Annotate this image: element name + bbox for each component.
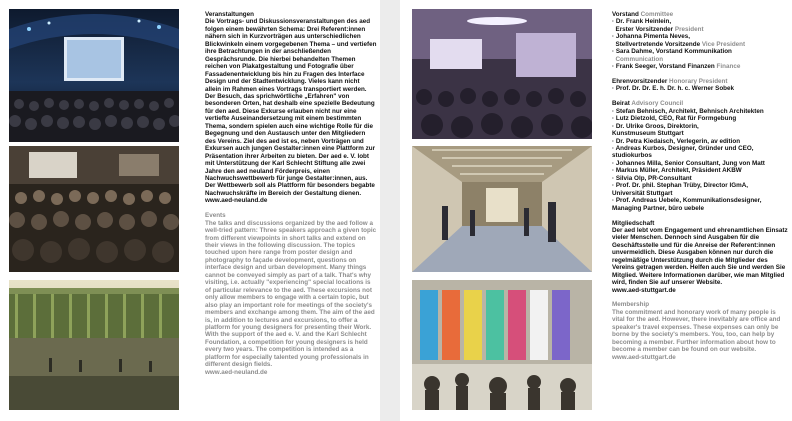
committee-role-3: Communication <box>615 55 664 63</box>
membership-body-de: Der aed lebt vom Engagement und ehrenamtlichen Einsatz vieler Menschen. Dennoch sind Ausgaben für die Geschäftsstelle und für die Anreise der Referent:innen unvermeidlich. Diese Ausgaben können nur durch die regelmäßige Unterstützung durch die Mitglieder des Vereins getragen werden. Helfen auch Sie und werden Sie Mitglied. Weitere Informationen darüber, wie man Mitglied wird, finden Sie auf unserer Website. <box>612 226 788 287</box>
advisory-member: · Dr. Petra Kiedaisch, Verlegerin, av edition <box>612 137 741 145</box>
photo-garden-courtyard <box>9 280 179 410</box>
committee-role-2: Stellvertretende Vorsitzende Vice President <box>615 40 746 48</box>
page-fold <box>380 0 400 421</box>
advisory-member: · Prof. Andreas Uebele, Kommunikationsdesigner, Managing Partner, büro uebele <box>612 197 762 212</box>
committee-heading: Vorstand Committee <box>612 11 674 18</box>
photo-conference-hall <box>9 9 179 142</box>
events-text-column <box>205 11 377 376</box>
advisory-member: · Silvia Olp, PR-Consultant <box>612 174 692 182</box>
membership-heading-en: Membership <box>612 301 650 309</box>
membership-url-de[interactable]: www.aed-stuttgart.de <box>612 286 676 294</box>
photo-corridor-tour <box>412 146 592 272</box>
association-text-column <box>612 11 788 361</box>
committee-role-1: Erster Vorsitzender President <box>615 25 704 33</box>
membership-url-en[interactable]: www.aed-stuttgart.de <box>612 353 676 361</box>
committee-member-2: · Johanna Pimenta Neves, <box>612 33 691 41</box>
photo-exhibition-posters <box>412 280 592 410</box>
advisory-heading: Beirat Advisory Council <box>612 100 684 108</box>
honorary-president-name: · Prof. Dr. Dr. E. h. Dr. h. c. Werner Sobek <box>612 85 735 93</box>
advisory-list <box>612 108 788 212</box>
photo-audience-talk <box>9 146 179 272</box>
events-body-de: Die Vortrags- und Diskussionsveranstaltungen des aed folgen einem bewährten Schema: Drei Referent:innen nähern sich in Kurzvorträgen aus unterschiedlichen Blickwinkeln einem vorgegebenen Thema – und vertiefen ihre Betrachtungen in der anschließenden Gesprächsrunde. Die hierbei behandelten Themen reichen von Plakatgestaltung und Fotografie über Fassadenentwicklung bis hin zu Fragen des Interface Design und der Stadtentwicklung. Vieles kann nicht allein im Rahmen eines Vortrags transportiert werden. Der Besuch, das sprichwörtliche „Erfahren" von besonderen Orten, hat deshalb eine spezielle Bedeutung für den aed. Diese Exkurse erlauben nicht nur eine vertiefte Auseinandersetzung mit einem bestimmten Thema, sondern spielen auch eine wichtige Rolle für die Begegnung und den Austausch unter den Mitgliedern des Vereins. Ziel des aed ist es, neben Vorträgen und Exkursen auch jungen Gestalter:innen eine Plattform zur Präsentation ihrer Arbeiten zu bieten. Der aed e. V. lobt mit Unterstützung der Karl Schlecht Stiftung alle zwei Jahre den aed neuland Förderpreis, einen Nachwuchswettbewerb für junge Gestalter:innen, aus. Der Wettbewerb soll als Plattform für besonders begabte Nachwuchskräfte im Bereich der Gestaltung dienen. <box>205 18 377 197</box>
committee-member-4: · Frank Seeger, Vorstand Finanzen Finance <box>612 63 741 71</box>
advisory-member: · Johannes Milla, Senior Consultant, Jung von Matt <box>612 159 765 167</box>
membership-heading-de: Mitgliedschaft <box>612 219 655 227</box>
events-heading-de: Veranstaltungen <box>205 11 254 18</box>
advisory-member: · Lutz Dietzold, CEO, Rat für Formgebung <box>612 115 737 123</box>
advisory-member: · Dr. Ulrike Groos, Direktorin, Kunstmuseum Stuttgart <box>612 122 699 138</box>
honorary-heading: Ehrenvorsitzender Honorary President <box>612 78 728 86</box>
events-heading-en: Events <box>205 212 226 220</box>
committee-member-3: · Sara Dahme, Vorstand Kommunikation <box>612 48 732 56</box>
membership-body-en: The commitment and honorary work of many people is vital for the aed. However, there inevitably are office and speaker's travel expenses. These expenses can only be borne by the society's members. You, too, can help by becoming a member. Further information about how to become a member can be found on our website. <box>612 308 781 354</box>
advisory-member: · Markus Müller, Architekt, Präsident AKBW <box>612 167 742 175</box>
advisory-member: · Stefan Behnisch, Architekt, Behnisch Architekten <box>612 107 764 115</box>
photo-lecture-room <box>412 9 592 139</box>
advisory-member: · Andreas Kurbos, Designer, Gründer und CEO, studiokurbos <box>612 145 754 160</box>
events-url-de[interactable]: www.aed-neuland.de <box>205 197 268 205</box>
events-url-en[interactable]: www.aed-neuland.de <box>205 368 268 376</box>
events-body-en: The talks and discussions organized by the aed follow a well-tried pattern: Three speakers approach a given topic from different viewpoints in short talks and extend on their views in the following discussion. The topics touched upon here range from poster design and photography to façade development, questions on interface design and urban development. Many things cannot be conveyed simply as part of a talk. That's why visiting, i.e. actually "experiencing" special locations is of particular relevance to the aed. These excursions not only allow members to engage with a certain topic, but also play an important role for meetings of the society's members and exchange among them. The aim of the aed is, in addition to lectures and excursions, to offer a platform for young designers for presenting their Work. With the support of the aed e. V. and the Karl Schlecht Foundation, a competition for young designers is held every two years. The competition is intended as a platform for especially talented young professionals in different design fields. <box>205 219 377 369</box>
committee-member-1: · Dr. Frank Heinlein, <box>612 18 672 26</box>
advisory-member: · Prof. Dr. phil. Stephan Trüby, Director IGmA, Universität Stuttgart <box>612 182 748 197</box>
